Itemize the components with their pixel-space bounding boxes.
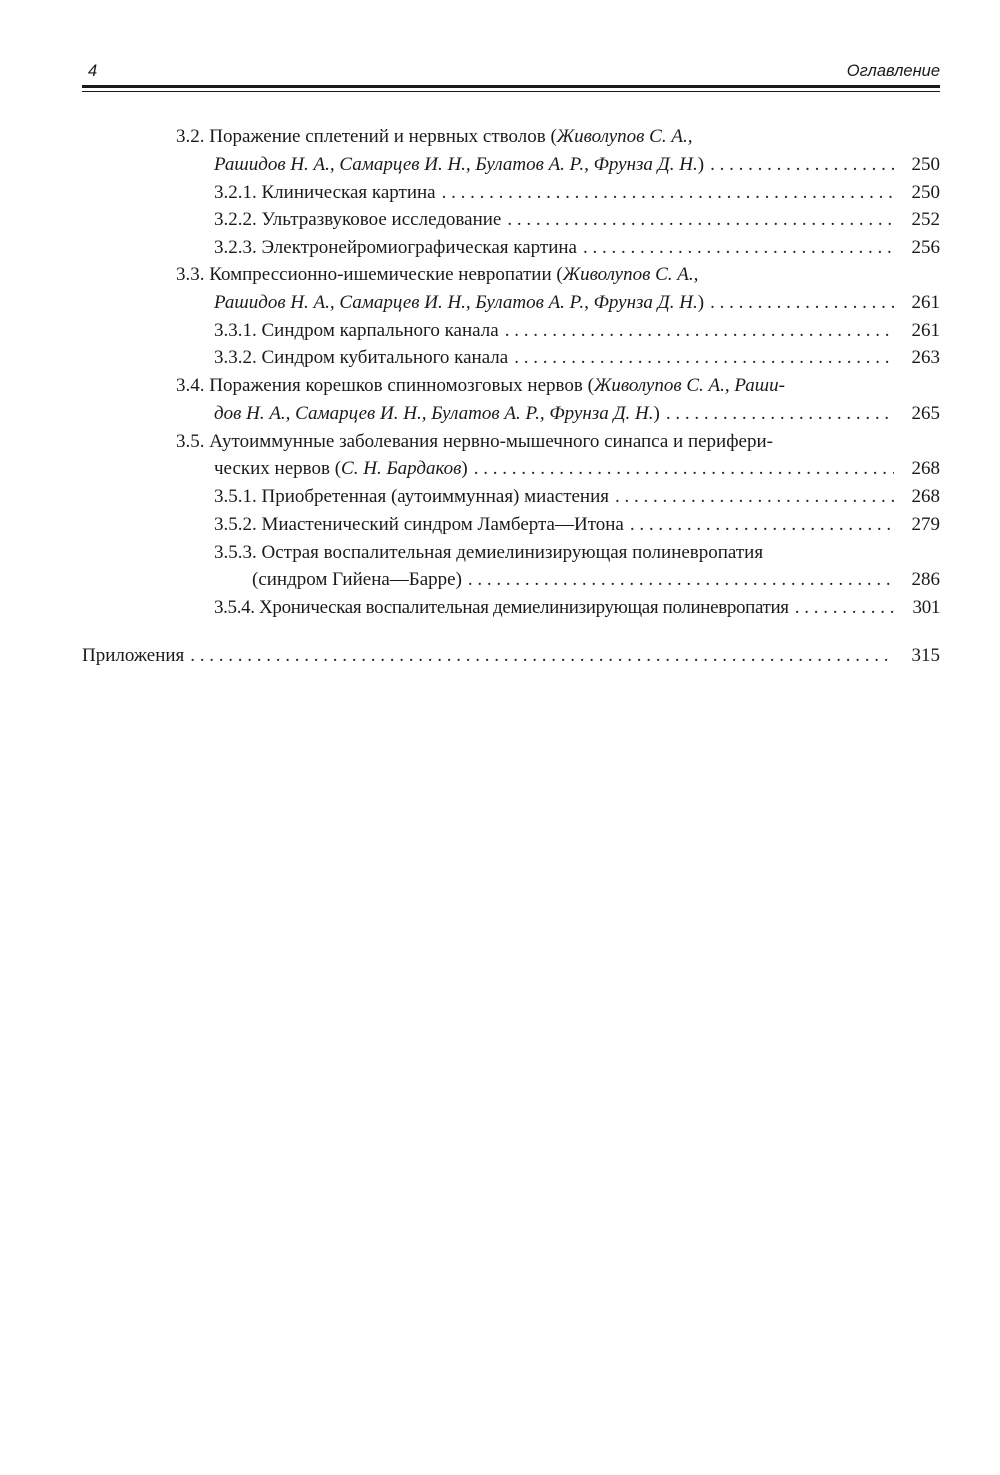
leader-dots xyxy=(630,512,894,538)
page-ref: 256 xyxy=(911,237,940,258)
leader-dots xyxy=(795,595,894,621)
page-ref: 261 xyxy=(911,320,940,341)
header-rule-thick xyxy=(82,85,940,88)
leader-dots xyxy=(615,484,894,510)
page-ref: 263 xyxy=(911,347,940,368)
toc-entry-3-2-1[interactable]: 3.2.1. Клиническая картина . . . 250 xyxy=(214,180,940,206)
leader-dots xyxy=(583,235,894,261)
leader-dots xyxy=(442,180,894,206)
running-title: Оглавление xyxy=(846,62,940,80)
toc-entry-3-5-3-line1: 3.5.3. Острая воспалительная демиелинизирующая полиневропатия xyxy=(214,542,764,563)
leader-dots xyxy=(507,207,894,233)
leader-dots xyxy=(666,401,894,427)
leader-dots xyxy=(710,152,894,178)
page-ref: 301 xyxy=(912,597,940,618)
toc-entry-3-5-line1: 3.5. Аутоиммунные заболевания нервно-мышечного синапса и перифери- xyxy=(176,431,773,452)
page-ref: 261 xyxy=(911,292,940,313)
page-ref: 279 xyxy=(911,514,940,535)
toc-entry-3-3-line1: 3.3. Компрессионно-ишемические невропатии (Живолупов С. А., xyxy=(176,264,699,285)
page-ref: 268 xyxy=(911,458,940,479)
leader-dots xyxy=(468,567,894,593)
toc-entry-3-5-line2[interactable]: ческих нервов (С. Н. Бардаков) . . . 268 xyxy=(214,456,940,482)
leader-dots xyxy=(190,643,894,669)
toc-entry-3-5-3-line2[interactable]: (синдром Гийена—Барре) . . . 286 xyxy=(252,567,940,593)
toc-entry-3-3-2[interactable]: 3.3.2. Синдром кубитального канала . . . 263 xyxy=(214,345,940,371)
toc-entry-3-4-line2[interactable]: дов Н. А., Самарцев И. Н., Булатов А. Р., Фрунза Д. Н.) . . . 265 xyxy=(214,401,940,427)
page-ref: 252 xyxy=(911,209,940,230)
toc-entry-3-5-4[interactable]: 3.5.4. Хроническая воспалительная демиелинизирующая полиневропатия . . . 301 xyxy=(214,595,940,621)
toc-entry-3-3-1[interactable]: 3.3.1. Синдром карпального канала . . . 261 xyxy=(214,318,940,344)
page-ref: 315 xyxy=(911,645,940,666)
toc-entry-appendix[interactable]: Приложения . . . 315 xyxy=(82,643,940,669)
toc-entry-3-5-2[interactable]: 3.5.2. Миастенический синдром Ламберта—Итона . . . 279 xyxy=(214,512,940,538)
toc-entry-3-2-3[interactable]: 3.2.3. Электронейромиографическая картина . . . 256 xyxy=(214,235,940,261)
toc-entry-3-2-line1: 3.2. Поражение сплетений и нервных стволов (Живолупов С. А., xyxy=(176,126,693,147)
toc-entry-3-3-line2[interactable]: Рашидов Н. А., Самарцев И. Н., Булатов А. Р., Фрунза Д. Н.) . . . 261 xyxy=(214,290,940,316)
leader-dots xyxy=(710,290,894,316)
toc-entry-3-2-line2[interactable]: Рашидов Н. А., Самарцев И. Н., Булатов А. Р., Фрунза Д. Н.) . . . 250 xyxy=(214,152,940,178)
toc-entry-3-5-1[interactable]: 3.5.1. Приобретенная (аутоиммунная) миастения . . . 268 xyxy=(214,484,940,510)
running-header xyxy=(82,60,940,86)
page-ref: 268 xyxy=(911,486,940,507)
toc-entry-3-2-2[interactable]: 3.2.2. Ультразвуковое исследование . . . 252 xyxy=(214,207,940,233)
page-number: 4 xyxy=(88,62,98,80)
toc-entry-3-4-line1: 3.4. Поражения корешков спинномозговых нервов (Живолупов С. А., Раши- xyxy=(176,375,785,396)
header-rule-thin xyxy=(82,91,940,92)
page-ref: 265 xyxy=(911,403,940,424)
page-ref: 286 xyxy=(911,569,940,590)
leader-dots xyxy=(514,345,894,371)
page-ref: 250 xyxy=(911,154,940,175)
leader-dots xyxy=(505,318,894,344)
leader-dots xyxy=(474,456,894,482)
page-ref: 250 xyxy=(911,182,940,203)
